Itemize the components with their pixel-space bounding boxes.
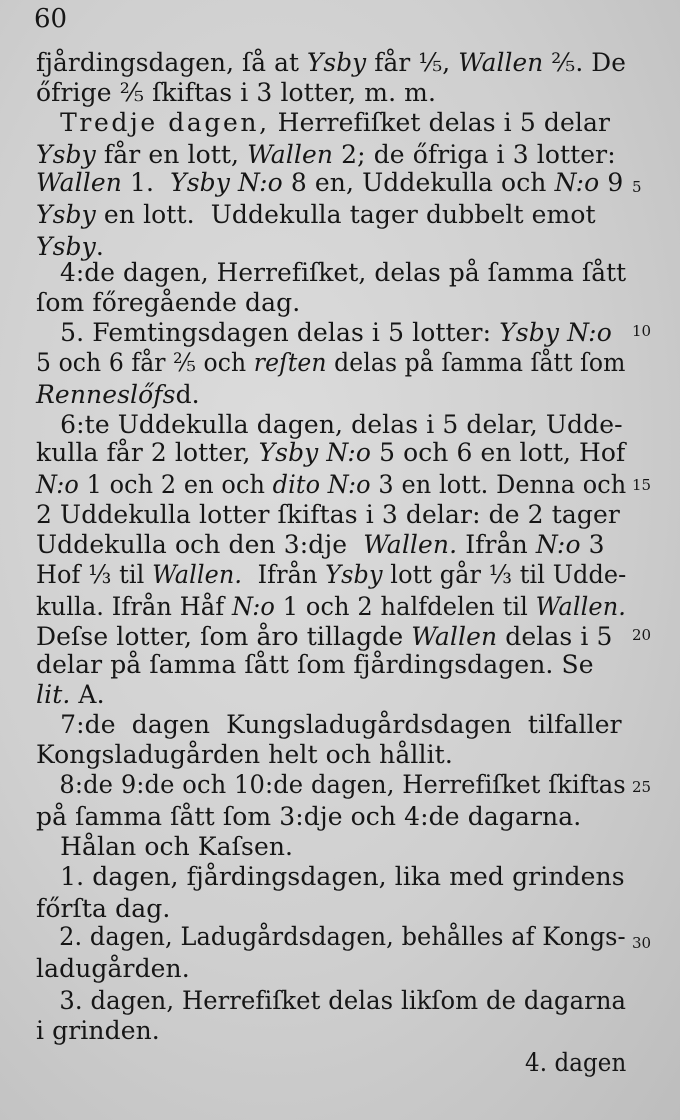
text-segment: őfrige ⅖ ſkiftas i 3 lotter, m. m.: [36, 78, 437, 107]
margin-line-number: 25: [632, 778, 652, 796]
text-segment: 3 en lott. Denna och: [370, 470, 627, 499]
italic-word: N:o: [231, 592, 276, 621]
text-segment: ladugården.: [36, 954, 190, 983]
text-segment: 1.: [121, 168, 171, 197]
text-segment: 1. dagen, fjårdingsdagen, lika med grindens: [36, 862, 625, 891]
italic-word: Wallen.: [152, 560, 243, 589]
text-line: [36, 78, 436, 108]
text-segment: ſom főregående dag.: [36, 288, 301, 317]
text-segment: kulla får 2 lotter,: [36, 438, 259, 467]
text-line: [36, 500, 620, 530]
text-segment: delar på ſamma ſått ſom fjårdingsdagen. Se: [36, 650, 594, 679]
italic-word: Wallen: [36, 168, 122, 197]
text-line: [36, 650, 594, 680]
text-segment: 4. dagen: [525, 1048, 627, 1077]
text-segment: ⅖. De: [543, 48, 626, 77]
text-line: [36, 710, 622, 740]
text-line: [36, 622, 613, 652]
text-segment: 4:de dagen, Herrefiſket, delas på ſamma ſått: [36, 258, 627, 287]
text-segment: Uddekulla och den 3:dje: [36, 530, 364, 559]
text-segment: A.: [70, 680, 105, 709]
text-line: [36, 740, 453, 770]
text-segment: 9: [599, 168, 624, 197]
text-line: [36, 348, 626, 378]
text-segment: en lott. Uddekulla tager dubbelt emot: [95, 200, 596, 229]
text-line: [36, 258, 626, 288]
text-segment: får ⅕,: [366, 48, 459, 77]
text-segment: kulla. Ifrån Håf: [36, 592, 232, 621]
text-segment: 2. dagen, Ladugårdsdagen, behålles af Kongs-: [36, 922, 626, 951]
text-line: [36, 802, 581, 832]
text-segment: Tredje dagen,: [60, 108, 270, 137]
text-segment: 8 en, Uddekulla och: [282, 168, 555, 197]
italic-word: reſten: [253, 348, 327, 377]
text-line: [36, 592, 626, 622]
text-line: [36, 200, 596, 230]
italic-word: Wallen: [411, 622, 498, 651]
text-line: [36, 380, 200, 410]
italic-word: Ysby: [325, 560, 383, 589]
text-segment: főrſta dag.: [36, 894, 171, 923]
margin-line-number: 10: [632, 322, 652, 340]
italic-word: Ysby: [36, 200, 96, 229]
text-segment: 3. dagen, Herrefiſket delas likſom de dagarna: [36, 986, 627, 1015]
text-segment: 8:de 9:de och 10:de dagen, Herrefiſket ſkiftas: [36, 770, 626, 799]
italic-word: N:o: [554, 168, 600, 197]
text-segment: Herrefiſket delas i 5 delar: [269, 108, 611, 137]
text-segment: 5 och 6 en lott, Hof: [371, 438, 626, 467]
italic-word: dito N:o: [272, 470, 371, 499]
text-segment: Ifrån: [242, 560, 326, 589]
text-line: [36, 922, 626, 952]
text-segment: Hof ⅓ til: [36, 560, 153, 589]
text-line: [36, 108, 610, 138]
text-segment: 3: [580, 530, 605, 559]
margin-line-number: 30: [632, 934, 652, 952]
text-line: [36, 1016, 160, 1046]
text-line: [36, 318, 612, 348]
italic-word: lit.: [36, 680, 71, 709]
text-line: [36, 530, 605, 560]
text-segment: 2 Uddekulla lotter ſkiftas i 3 delar: de 2 tager: [36, 500, 620, 529]
text-segment: 2; de őfriga i 3 lotter:: [333, 140, 616, 169]
text-line: [36, 438, 625, 468]
text-segment: Ifrån: [457, 530, 536, 559]
text-line: [36, 954, 190, 984]
italic-word: Wallen.: [363, 530, 458, 559]
text-line: [36, 986, 626, 1016]
text-line: [36, 832, 293, 862]
margin-line-number: 20: [632, 626, 652, 644]
text-segment: d.: [175, 380, 200, 409]
italic-word: Wallen: [247, 140, 334, 169]
text-line: [525, 1048, 626, 1078]
italic-word: Ysby N:o: [499, 318, 612, 347]
text-line: [36, 770, 626, 800]
italic-word: Ysby N:o: [170, 168, 283, 197]
text-segment: fjårdingsdagen, ſå at: [36, 48, 307, 77]
italic-word: Renneslőfs: [36, 380, 176, 409]
text-line: [36, 168, 623, 198]
text-segment: Kongsladugården helt och hållit.: [36, 740, 453, 769]
text-line: [36, 560, 626, 590]
italic-word: Ysby N:o: [258, 438, 372, 467]
text-segment: 5 och 6 får ⅖ och: [36, 348, 254, 377]
text-line: [36, 288, 300, 318]
text-line: [36, 140, 616, 170]
text-segment: 1 och 2 halfdelen til: [275, 592, 536, 621]
italic-word: Ysby: [306, 48, 367, 77]
text-segment: [36, 108, 60, 137]
italic-word: N:o: [36, 470, 79, 499]
text-line: [36, 862, 625, 892]
italic-word: Ysby: [36, 232, 96, 261]
text-segment: .: [95, 232, 104, 261]
text-segment: i grinden.: [36, 1016, 160, 1045]
text-line: [36, 410, 623, 440]
text-line: [36, 470, 626, 500]
text-line: [36, 894, 170, 924]
page-number: 60: [34, 4, 68, 34]
text-segment: får en lott,: [95, 140, 248, 169]
italic-word: Wallen: [458, 48, 544, 77]
text-line: [36, 48, 626, 78]
text-segment: 7:de dagen Kungsladugårdsdagen tilfaller: [36, 710, 622, 739]
text-segment: delas i 5: [497, 622, 613, 651]
text-segment: 5. Femtingsdagen delas i 5 lotter:: [36, 318, 500, 347]
italic-word: N:o: [535, 530, 581, 559]
text-segment: på ſamma ſått ſom 3:dje och 4:de dagarna.: [36, 802, 582, 831]
margin-line-number: 5: [632, 178, 642, 196]
text-segment: 1 och 2 en och: [78, 470, 273, 499]
margin-line-number: 15: [632, 476, 652, 494]
text-segment: delas på ſamma ſått ſom: [326, 348, 626, 377]
italic-word: Ysby: [36, 140, 96, 169]
text-segment: Deſse lotter, ſom åro tillagde: [36, 622, 412, 651]
text-segment: lott går ⅓ til Udde-: [382, 560, 627, 589]
italic-word: Wallen.: [535, 592, 627, 621]
text-segment: 6:te Uddekulla dagen, delas i 5 delar, Udde-: [36, 410, 623, 439]
text-line: [36, 680, 105, 710]
text-segment: Hålan och Kaſsen.: [36, 832, 294, 861]
